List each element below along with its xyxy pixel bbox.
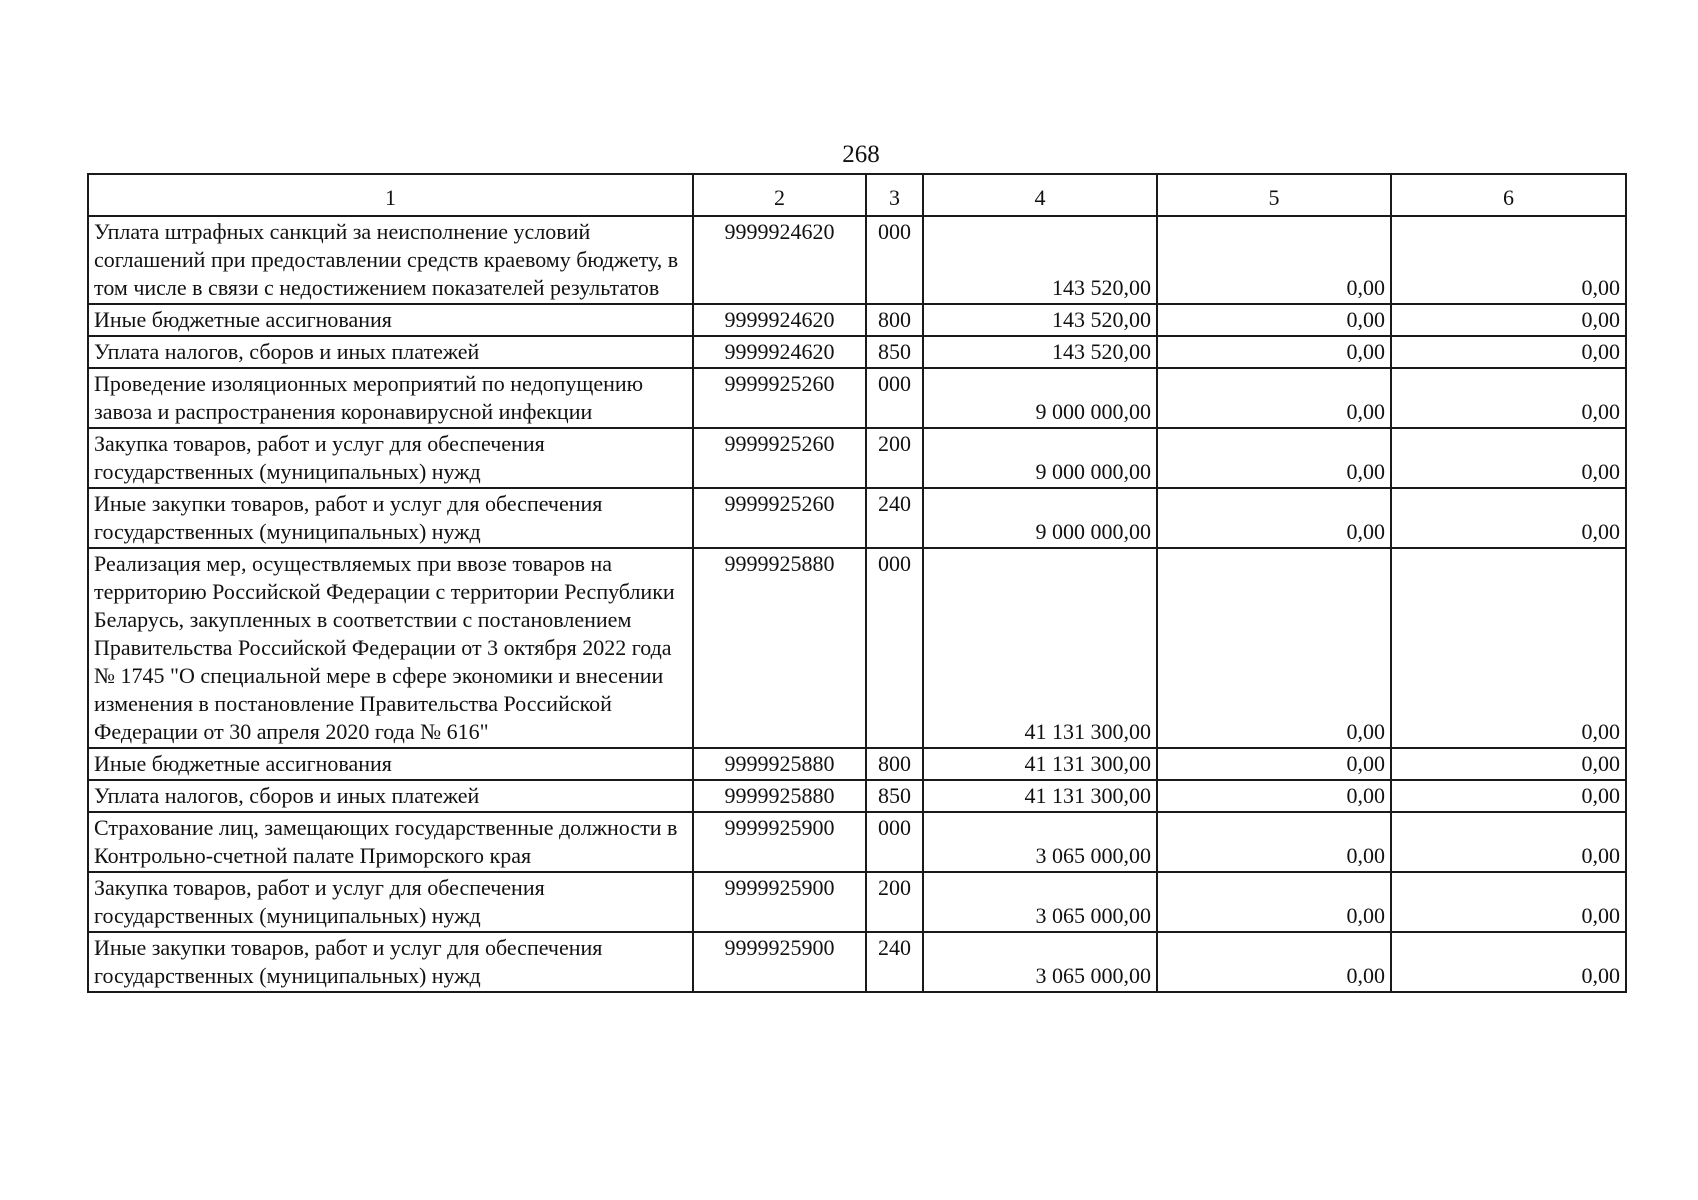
row-code-cell: 9999925900 [693,932,866,992]
row-name-cell: Уплата налогов, сборов и иных платежей [88,336,693,368]
row-value-col4-cell: 143 520,00 [923,216,1157,304]
row-value-col6-cell: 0,00 [1391,336,1626,368]
column-header-6: 6 [1391,174,1626,216]
row-name-cell: Уплата налогов, сборов и иных платежей [88,780,693,812]
row-type-cell: 240 [866,488,923,548]
budget-table [87,173,1627,993]
table-row [88,872,1626,932]
row-value-col4-cell: 143 520,00 [923,336,1157,368]
row-value-col5-cell: 0,00 [1157,488,1391,548]
table-row [88,932,1626,992]
header-row [88,174,1626,216]
table-row [88,336,1626,368]
row-code-cell: 9999925260 [693,488,866,548]
row-type-cell: 200 [866,872,923,932]
row-value-col5-cell: 0,00 [1157,748,1391,780]
row-value-col4-cell: 41 131 300,00 [923,548,1157,748]
table-row [88,428,1626,488]
row-code-cell: 9999924620 [693,304,866,336]
row-code-cell: 9999925260 [693,428,866,488]
row-value-col6-cell: 0,00 [1391,748,1626,780]
row-name-cell: Иные закупки товаров, работ и услуг для обеспечения государственных (муниципальных) нужд [88,932,693,992]
column-header-3: 3 [866,174,923,216]
table-row [88,748,1626,780]
row-name-cell: Иные закупки товаров, работ и услуг для обеспечения государственных (муниципальных) нужд [88,488,693,548]
row-type-cell: 850 [866,780,923,812]
column-header-4: 4 [923,174,1157,216]
row-type-cell: 200 [866,428,923,488]
row-code-cell: 9999925900 [693,872,866,932]
row-name-cell: Иные бюджетные ассигнования [88,748,693,780]
table-row [88,812,1626,872]
row-code-cell: 9999925880 [693,780,866,812]
row-name-cell: Уплата штрафных санкций за неисполнение условий соглашений при предоставлении средств краевому бюджету, в том числе в связи с недостижением показателей результатов [88,216,693,304]
row-type-cell: 000 [866,812,923,872]
row-value-col6-cell: 0,00 [1391,932,1626,992]
row-value-col6-cell: 0,00 [1391,488,1626,548]
row-value-col4-cell: 143 520,00 [923,304,1157,336]
row-value-col5-cell: 0,00 [1157,932,1391,992]
row-value-col6-cell: 0,00 [1391,216,1626,304]
row-code-cell: 9999924620 [693,216,866,304]
row-value-col6-cell: 0,00 [1391,780,1626,812]
table-row [88,548,1626,748]
page-number: 268 [842,141,880,168]
table-body [88,216,1626,992]
row-type-cell: 000 [866,368,923,428]
row-value-col4-cell: 9 000 000,00 [923,368,1157,428]
row-value-col5-cell: 0,00 [1157,872,1391,932]
row-code-cell: 9999925260 [693,368,866,428]
table-row [88,304,1626,336]
row-name-cell: Страхование лиц, замещающих государственные должности в Контрольно-счетной палате Приморского края [88,812,693,872]
row-value-col5-cell: 0,00 [1157,216,1391,304]
row-type-cell: 240 [866,932,923,992]
table-row [88,488,1626,548]
row-code-cell: 9999924620 [693,336,866,368]
row-value-col6-cell: 0,00 [1391,368,1626,428]
row-value-col5-cell: 0,00 [1157,548,1391,748]
row-value-col5-cell: 0,00 [1157,304,1391,336]
row-value-col6-cell: 0,00 [1391,548,1626,748]
row-value-col5-cell: 0,00 [1157,428,1391,488]
column-header-1: 1 [88,174,693,216]
column-header-5: 5 [1157,174,1391,216]
row-value-col4-cell: 3 065 000,00 [923,932,1157,992]
table-row [88,780,1626,812]
row-value-col5-cell: 0,00 [1157,336,1391,368]
row-value-col4-cell: 9 000 000,00 [923,488,1157,548]
row-name-cell: Закупка товаров, работ и услуг для обеспечения государственных (муниципальных) нужд [88,428,693,488]
row-value-col5-cell: 0,00 [1157,812,1391,872]
table-row [88,368,1626,428]
row-name-cell: Иные бюджетные ассигнования [88,304,693,336]
row-code-cell: 9999925880 [693,548,866,748]
row-name-cell: Проведение изоляционных мероприятий по недопущению завоза и распространения коронавирусной инфекции [88,368,693,428]
row-type-cell: 000 [866,216,923,304]
row-name-cell: Закупка товаров, работ и услуг для обеспечения государственных (муниципальных) нужд [88,872,693,932]
row-value-col6-cell: 0,00 [1391,428,1626,488]
row-value-col4-cell: 41 131 300,00 [923,780,1157,812]
column-header-2: 2 [693,174,866,216]
row-value-col4-cell: 9 000 000,00 [923,428,1157,488]
row-value-col6-cell: 0,00 [1391,812,1626,872]
row-value-col4-cell: 41 131 300,00 [923,748,1157,780]
row-value-col4-cell: 3 065 000,00 [923,872,1157,932]
row-code-cell: 9999925900 [693,812,866,872]
row-type-cell: 800 [866,748,923,780]
row-type-cell: 800 [866,304,923,336]
row-value-col6-cell: 0,00 [1391,304,1626,336]
row-value-col4-cell: 3 065 000,00 [923,812,1157,872]
row-type-cell: 850 [866,336,923,368]
row-value-col6-cell: 0,00 [1391,872,1626,932]
row-name-cell: Реализация мер, осуществляемых при ввозе товаров на территорию Российской Федерации с территории Республики Беларусь, закупленных в соответствии с постановлением Правительства Российской Федерации от 3 октября 2022 года № 1745 "О специальной мере в сфере экономики и внесении изменения в постановление Правительства Российской Федерации от 30 апреля 2020 года № 616" [88,548,693,748]
table-row [88,216,1626,304]
row-value-col5-cell: 0,00 [1157,780,1391,812]
row-type-cell: 000 [866,548,923,748]
row-value-col5-cell: 0,00 [1157,368,1391,428]
row-code-cell: 9999925880 [693,748,866,780]
